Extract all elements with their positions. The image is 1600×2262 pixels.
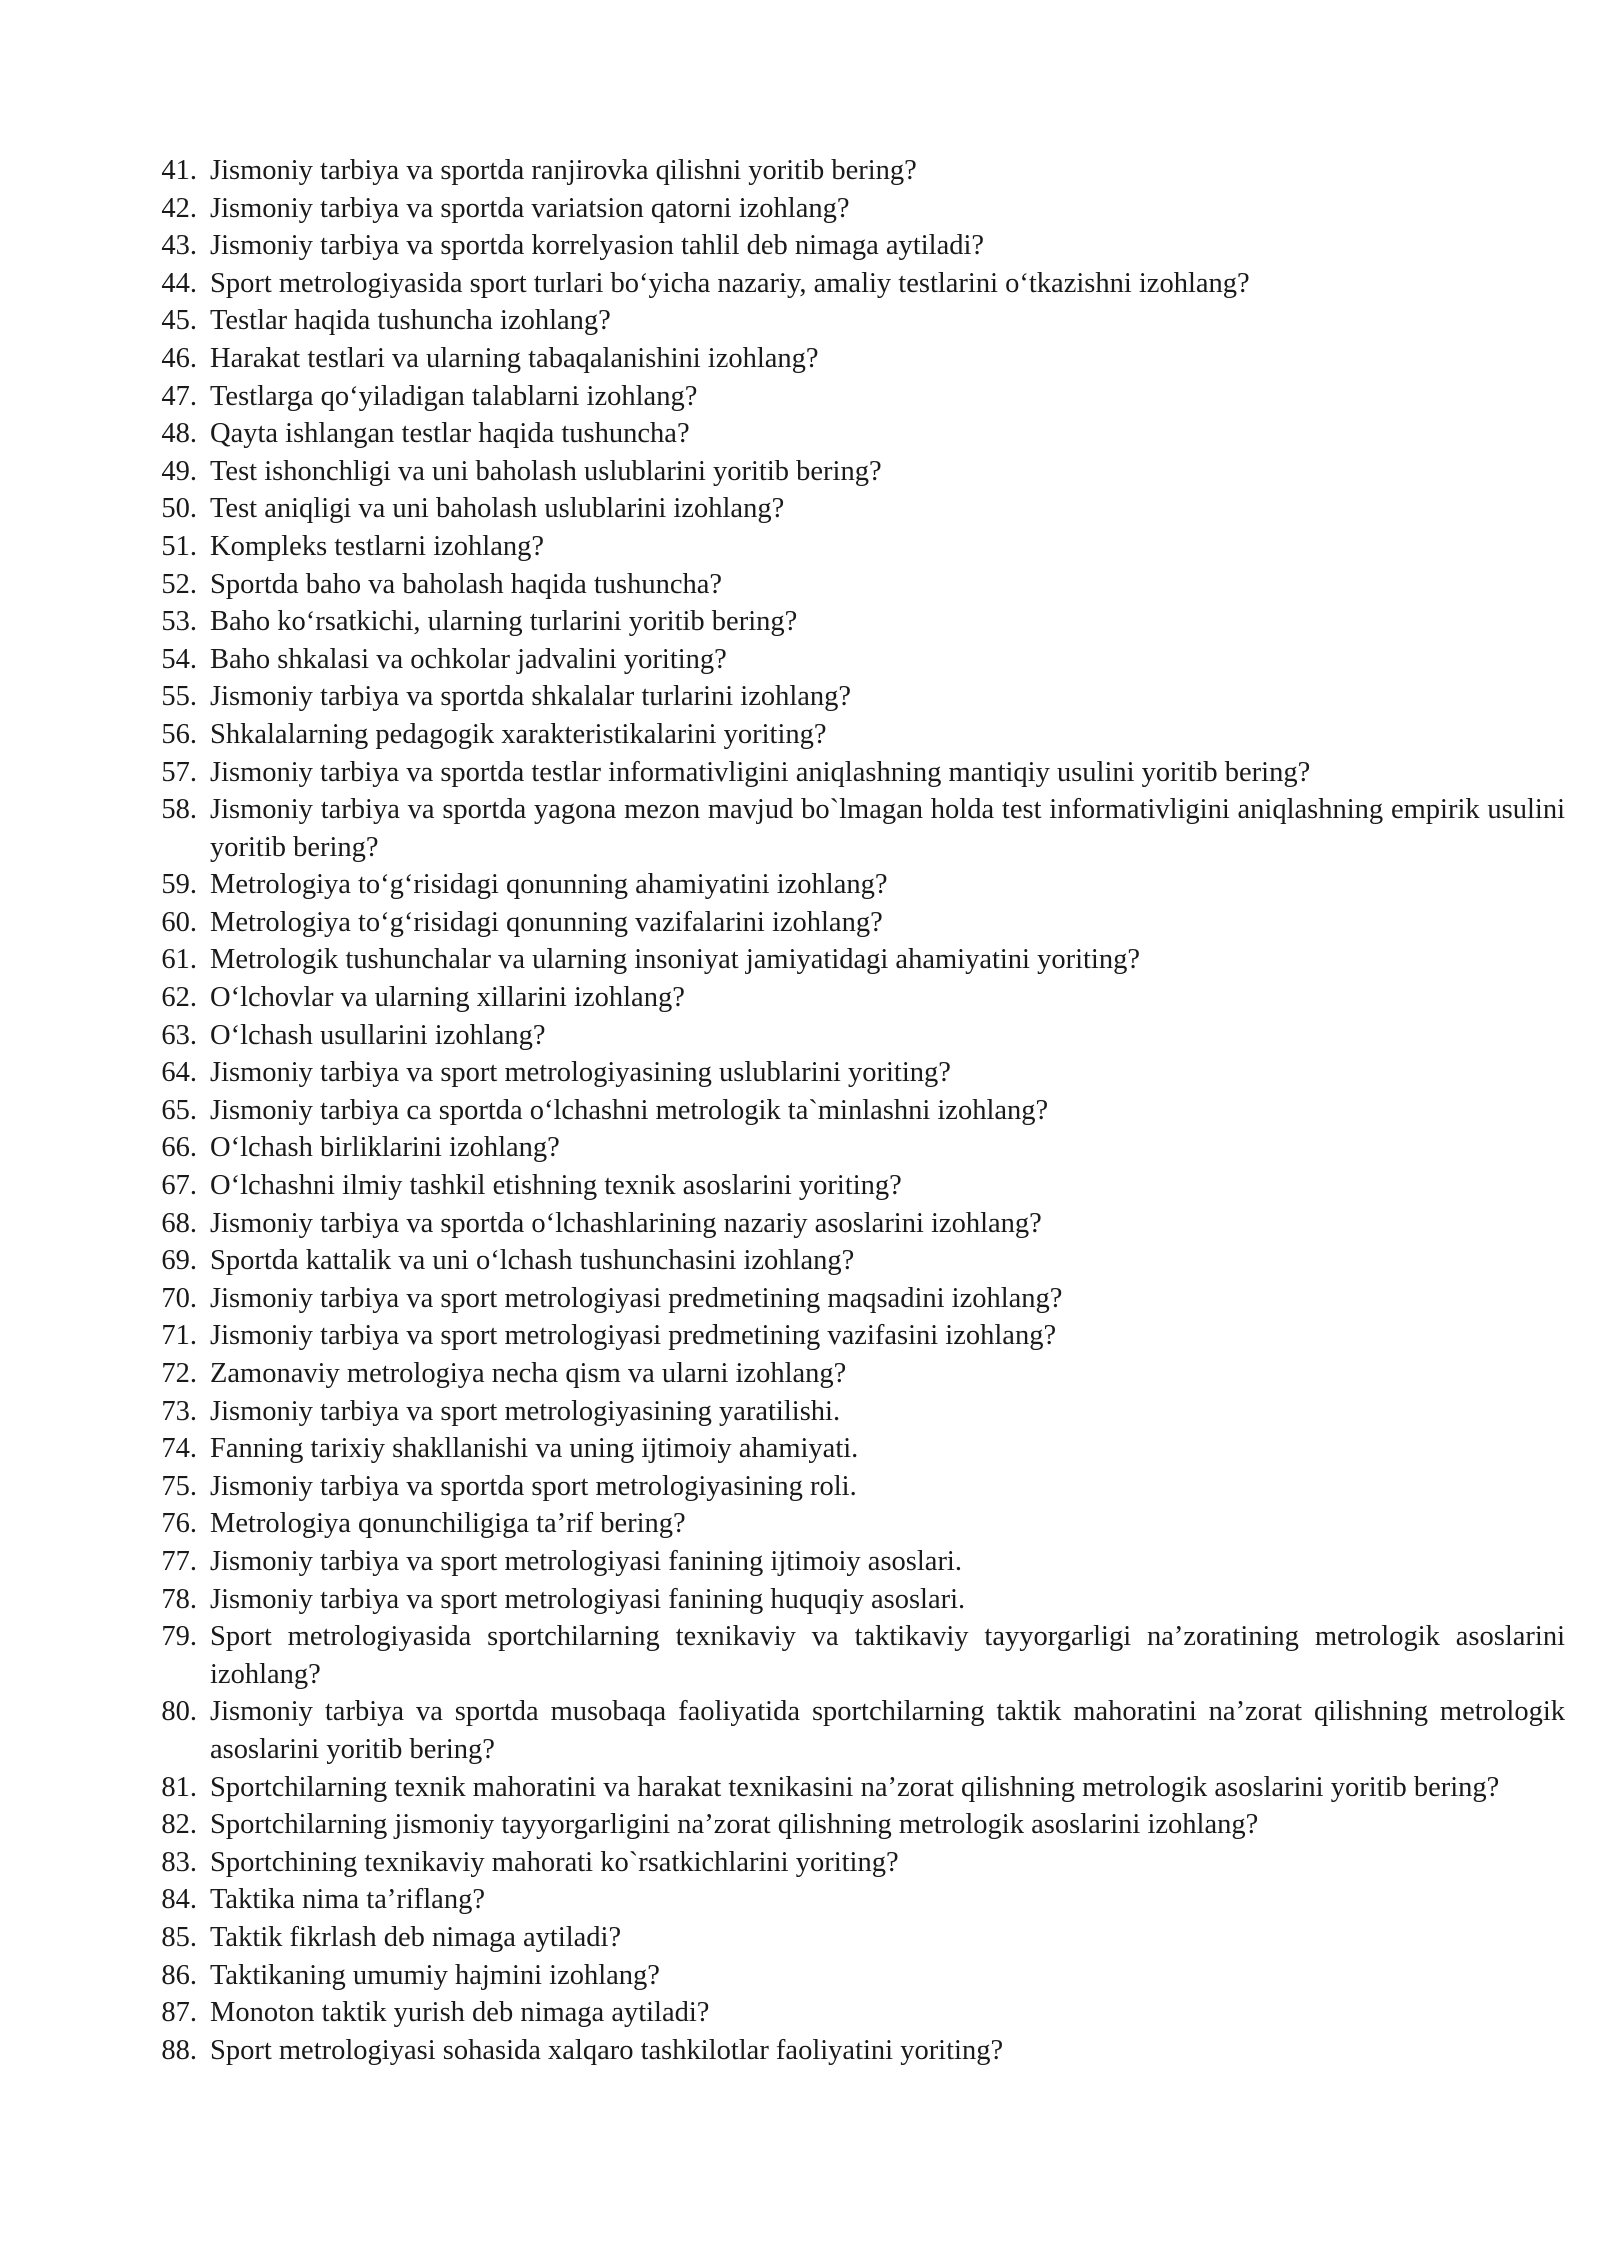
question-text: Fanning tarixiy shakllanishi va uning ijtimoiy ahamiyati. (210, 1433, 859, 1465)
question-text: Jismoniy tarbiya va sport metrologiyasi predmetining vazifasini izohlang? (210, 1320, 1057, 1352)
question-text: Jismoniy tarbiya va sport metrologiyasi predmetining maqsadini izohlang? (210, 1282, 1063, 1314)
question-item (145, 1205, 1565, 1243)
question-item (145, 1994, 1565, 2032)
question-item (145, 490, 1565, 528)
question-number: 88. (161, 2034, 197, 2066)
question-item (145, 415, 1565, 453)
question-text: Test aniqligi va uni baholash uslublarini izohlang? (210, 493, 785, 525)
question-text: Jismoniy tarbiya va sport metrologiyasining uslublarini yoriting? (210, 1057, 951, 1089)
question-item (145, 528, 1565, 566)
question-number: 72. (161, 1358, 197, 1389)
question-number: 66. (161, 1132, 197, 1164)
question-text: Sport metrologiyasi sohasida xalqaro tashkilotlar faoliyatini yoriting? (210, 2034, 1004, 2066)
question-item (145, 1505, 1565, 1543)
question-text: Sport metrologiyasida sport turlari bo‘yicha nazariy, amaliy testlarini o‘tkazishni izohlang? (210, 267, 1250, 299)
question-number: 64. (161, 1057, 197, 1089)
question-number: 55. (161, 681, 197, 713)
question-item (145, 340, 1565, 378)
question-text: Taktik fikrlash deb nimaga aytiladi? (210, 1921, 622, 1953)
question-item (145, 1693, 1565, 1768)
question-item (145, 265, 1565, 303)
question-text: Taktika nima ta’riflang? (210, 1884, 485, 1916)
question-text: Monoton taktik yurish deb nimaga aytiladi? (210, 1997, 710, 2029)
question-text: Metrologiya to‘g‘risidagi qonunning vazifalarini izohlang? (210, 906, 883, 938)
question-number: 65. (161, 1094, 197, 1126)
question-item (145, 1957, 1565, 1995)
question-text: Jismoniy tarbiya va sport metrologiyasining yaratilishi. (210, 1395, 841, 1427)
question-item (145, 754, 1565, 792)
question-number: 73. (161, 1395, 197, 1427)
question-item (145, 453, 1565, 491)
question-number: 41. (161, 155, 197, 186)
question-text: Metrologik tushunchalar va ularning insoniyat jamiyatidagi ahamiyatini yoriting? (210, 944, 1140, 976)
question-number: 46. (161, 342, 197, 374)
question-item (145, 1355, 1565, 1393)
question-text: O‘lchash birliklarini izohlang? (210, 1132, 560, 1164)
question-text: Jismoniy tarbiya va sportda yagona mezon mavjud bo`lmagan holda test informativligini aniqlashning empirik usulini yoritib bering? (210, 794, 1565, 863)
question-item (145, 1430, 1565, 1468)
question-number: 70. (161, 1282, 197, 1314)
question-text: Test ishonchligi va uni baholash uslublarini yoritib bering? (210, 455, 882, 487)
question-text: Testlar haqida tushuncha izohlang? (210, 305, 611, 337)
question-item (145, 904, 1565, 942)
question-number: 50. (161, 493, 197, 525)
question-item (145, 603, 1565, 641)
question-item (145, 678, 1565, 716)
question-number: 85. (161, 1921, 197, 1953)
question-item (145, 1129, 1565, 1167)
question-item (145, 1618, 1565, 1693)
question-number: 80. (161, 1696, 197, 1728)
question-item (145, 1919, 1565, 1957)
question-number: 75. (161, 1470, 197, 1502)
question-text: Sportchining texnikaviy mahorati ko`rsatkichlarini yoriting? (210, 1846, 899, 1878)
question-text: Jismoniy tarbiya va sportda sport metrologiyasining roli. (210, 1470, 857, 1502)
question-number: 78. (161, 1583, 197, 1615)
question-text: Sportda kattalik va uni o‘lchash tushunchasini izohlang? (210, 1245, 855, 1277)
question-item (145, 1543, 1565, 1581)
question-text: O‘lchash usullarini izohlang? (210, 1019, 546, 1051)
question-item (145, 1468, 1565, 1506)
question-text: Jismoniy tarbiya ca sportda o‘lchashni metrologik ta`minlashni izohlang? (210, 1094, 1049, 1126)
question-text: Zamonaviy metrologiya necha qism va ularni izohlang? (210, 1358, 847, 1389)
question-number: 67. (161, 1170, 197, 1202)
question-text: Jismoniy tarbiya va sportda o‘lchashlarining nazariy asoslarini izohlang? (210, 1207, 1042, 1239)
question-item (145, 1017, 1565, 1055)
question-item (145, 378, 1565, 416)
question-text: Sportchilarning jismoniy tayyorgarligini na’zorat qilishning metrologik asoslarini izohlang? (210, 1809, 1259, 1841)
question-text: Shkalalarning pedagogik xarakteristikalarini yoriting? (210, 718, 827, 750)
question-text: Jismoniy tarbiya va sportda shkalalar turlarini izohlang? (210, 681, 852, 713)
question-item (145, 566, 1565, 604)
question-number: 77. (161, 1545, 197, 1577)
question-list (145, 152, 1565, 2069)
question-item (145, 302, 1565, 340)
question-text: Qayta ishlangan testlar haqida tushuncha? (210, 418, 690, 450)
question-text: Testlarga qo‘yiladigan talablarni izohlang? (210, 380, 698, 412)
question-item (145, 1581, 1565, 1619)
question-number: 44. (161, 267, 197, 299)
question-text: Jismoniy tarbiya va sportda korrelyasion tahlil deb nimaga aytiladi? (210, 230, 985, 262)
question-text: Baho ko‘rsatkichi, ularning turlarini yoritib bering? (210, 606, 798, 638)
question-number: 84. (161, 1884, 197, 1916)
question-number: 57. (161, 756, 197, 788)
question-item (145, 641, 1565, 679)
question-number: 47. (161, 380, 197, 412)
question-item (145, 1054, 1565, 1092)
question-number: 71. (161, 1320, 197, 1352)
question-number: 43. (161, 230, 197, 262)
question-item (145, 1769, 1565, 1807)
question-number: 51. (161, 530, 197, 562)
question-item (145, 227, 1565, 265)
question-number: 87. (161, 1997, 197, 2029)
question-text: Jismoniy tarbiya va sportda ranjirovka qilishni yoritib bering? (210, 155, 917, 186)
question-number: 82. (161, 1809, 197, 1841)
question-text: Sportda baho va baholash haqida tushuncha? (210, 568, 723, 600)
question-number: 61. (161, 944, 197, 976)
question-item (145, 1317, 1565, 1355)
question-number: 49. (161, 455, 197, 487)
question-number: 60. (161, 906, 197, 938)
question-text: Harakat testlari va ularning tabaqalanishini izohlang? (210, 342, 819, 374)
question-item (145, 979, 1565, 1017)
question-number: 81. (161, 1771, 197, 1803)
question-item (145, 1806, 1565, 1844)
question-number: 74. (161, 1433, 197, 1465)
question-item (145, 1242, 1565, 1280)
question-number: 56. (161, 718, 197, 750)
question-number: 69. (161, 1245, 197, 1277)
question-number: 68. (161, 1207, 197, 1239)
question-number: 79. (161, 1621, 197, 1653)
question-item (145, 2032, 1565, 2070)
question-number: 62. (161, 982, 197, 1014)
question-item (145, 941, 1565, 979)
question-item (145, 152, 1565, 190)
question-text: Taktikaning umumiy hajmini izohlang? (210, 1959, 660, 1991)
question-number: 48. (161, 418, 197, 450)
question-number: 45. (161, 305, 197, 337)
question-item (145, 1280, 1565, 1318)
question-number: 54. (161, 643, 197, 675)
question-number: 58. (161, 794, 197, 826)
question-item (145, 791, 1565, 866)
question-number: 59. (161, 869, 197, 901)
question-item (145, 1844, 1565, 1882)
question-number: 83. (161, 1846, 197, 1878)
question-item (145, 716, 1565, 754)
question-text: Jismoniy tarbiya va sportda variatsion qatorni izohlang? (210, 192, 850, 224)
question-text: Sport metrologiyasida sportchilarning texnikaviy va taktikaviy tayyorgarligi na’zoratining metrologik asoslarini izohlang? (210, 1621, 1565, 1690)
question-text: Jismoniy tarbiya va sport metrologiyasi fanining huquqiy asoslari. (210, 1583, 966, 1615)
question-text: Metrologiya to‘g‘risidagi qonunning ahamiyatini izohlang? (210, 869, 888, 901)
question-number: 76. (161, 1508, 197, 1540)
question-item (145, 866, 1565, 904)
question-number: 42. (161, 192, 197, 224)
question-text: Jismoniy tarbiya va sport metrologiyasi fanining ijtimoiy asoslari. (210, 1545, 962, 1577)
question-item (145, 1167, 1565, 1205)
question-text: Metrologiya qonunchiligiga ta’rif bering? (210, 1508, 686, 1540)
question-text: Sportchilarning texnik mahoratini va harakat texnikasini na’zorat qilishning metrologik asoslarini yoritib bering? (210, 1771, 1500, 1803)
question-text: Jismoniy tarbiya va sportda musobaqa faoliyatida sportchilarning taktik mahoratini na’zorat qilishning metrologik asoslarini yoritib bering? (210, 1696, 1565, 1765)
question-item (145, 190, 1565, 228)
question-number: 86. (161, 1959, 197, 1991)
question-number: 63. (161, 1019, 197, 1051)
question-number: 52. (161, 568, 197, 600)
question-text: O‘lchashni ilmiy tashkil etishning texnik asoslarini yoriting? (210, 1170, 902, 1202)
question-text: O‘lchovlar va ularning xillarini izohlang? (210, 982, 685, 1014)
question-item (145, 1092, 1565, 1130)
question-item (145, 1393, 1565, 1431)
question-item (145, 1881, 1565, 1919)
question-text: Baho shkalasi va ochkolar jadvalini yoriting? (210, 643, 727, 675)
question-text: Jismoniy tarbiya va sportda testlar informativligini aniqlashning mantiqiy usulini yoritib bering? (210, 756, 1311, 788)
question-text: Kompleks testlarni izohlang? (210, 530, 544, 562)
question-number: 53. (161, 606, 197, 638)
